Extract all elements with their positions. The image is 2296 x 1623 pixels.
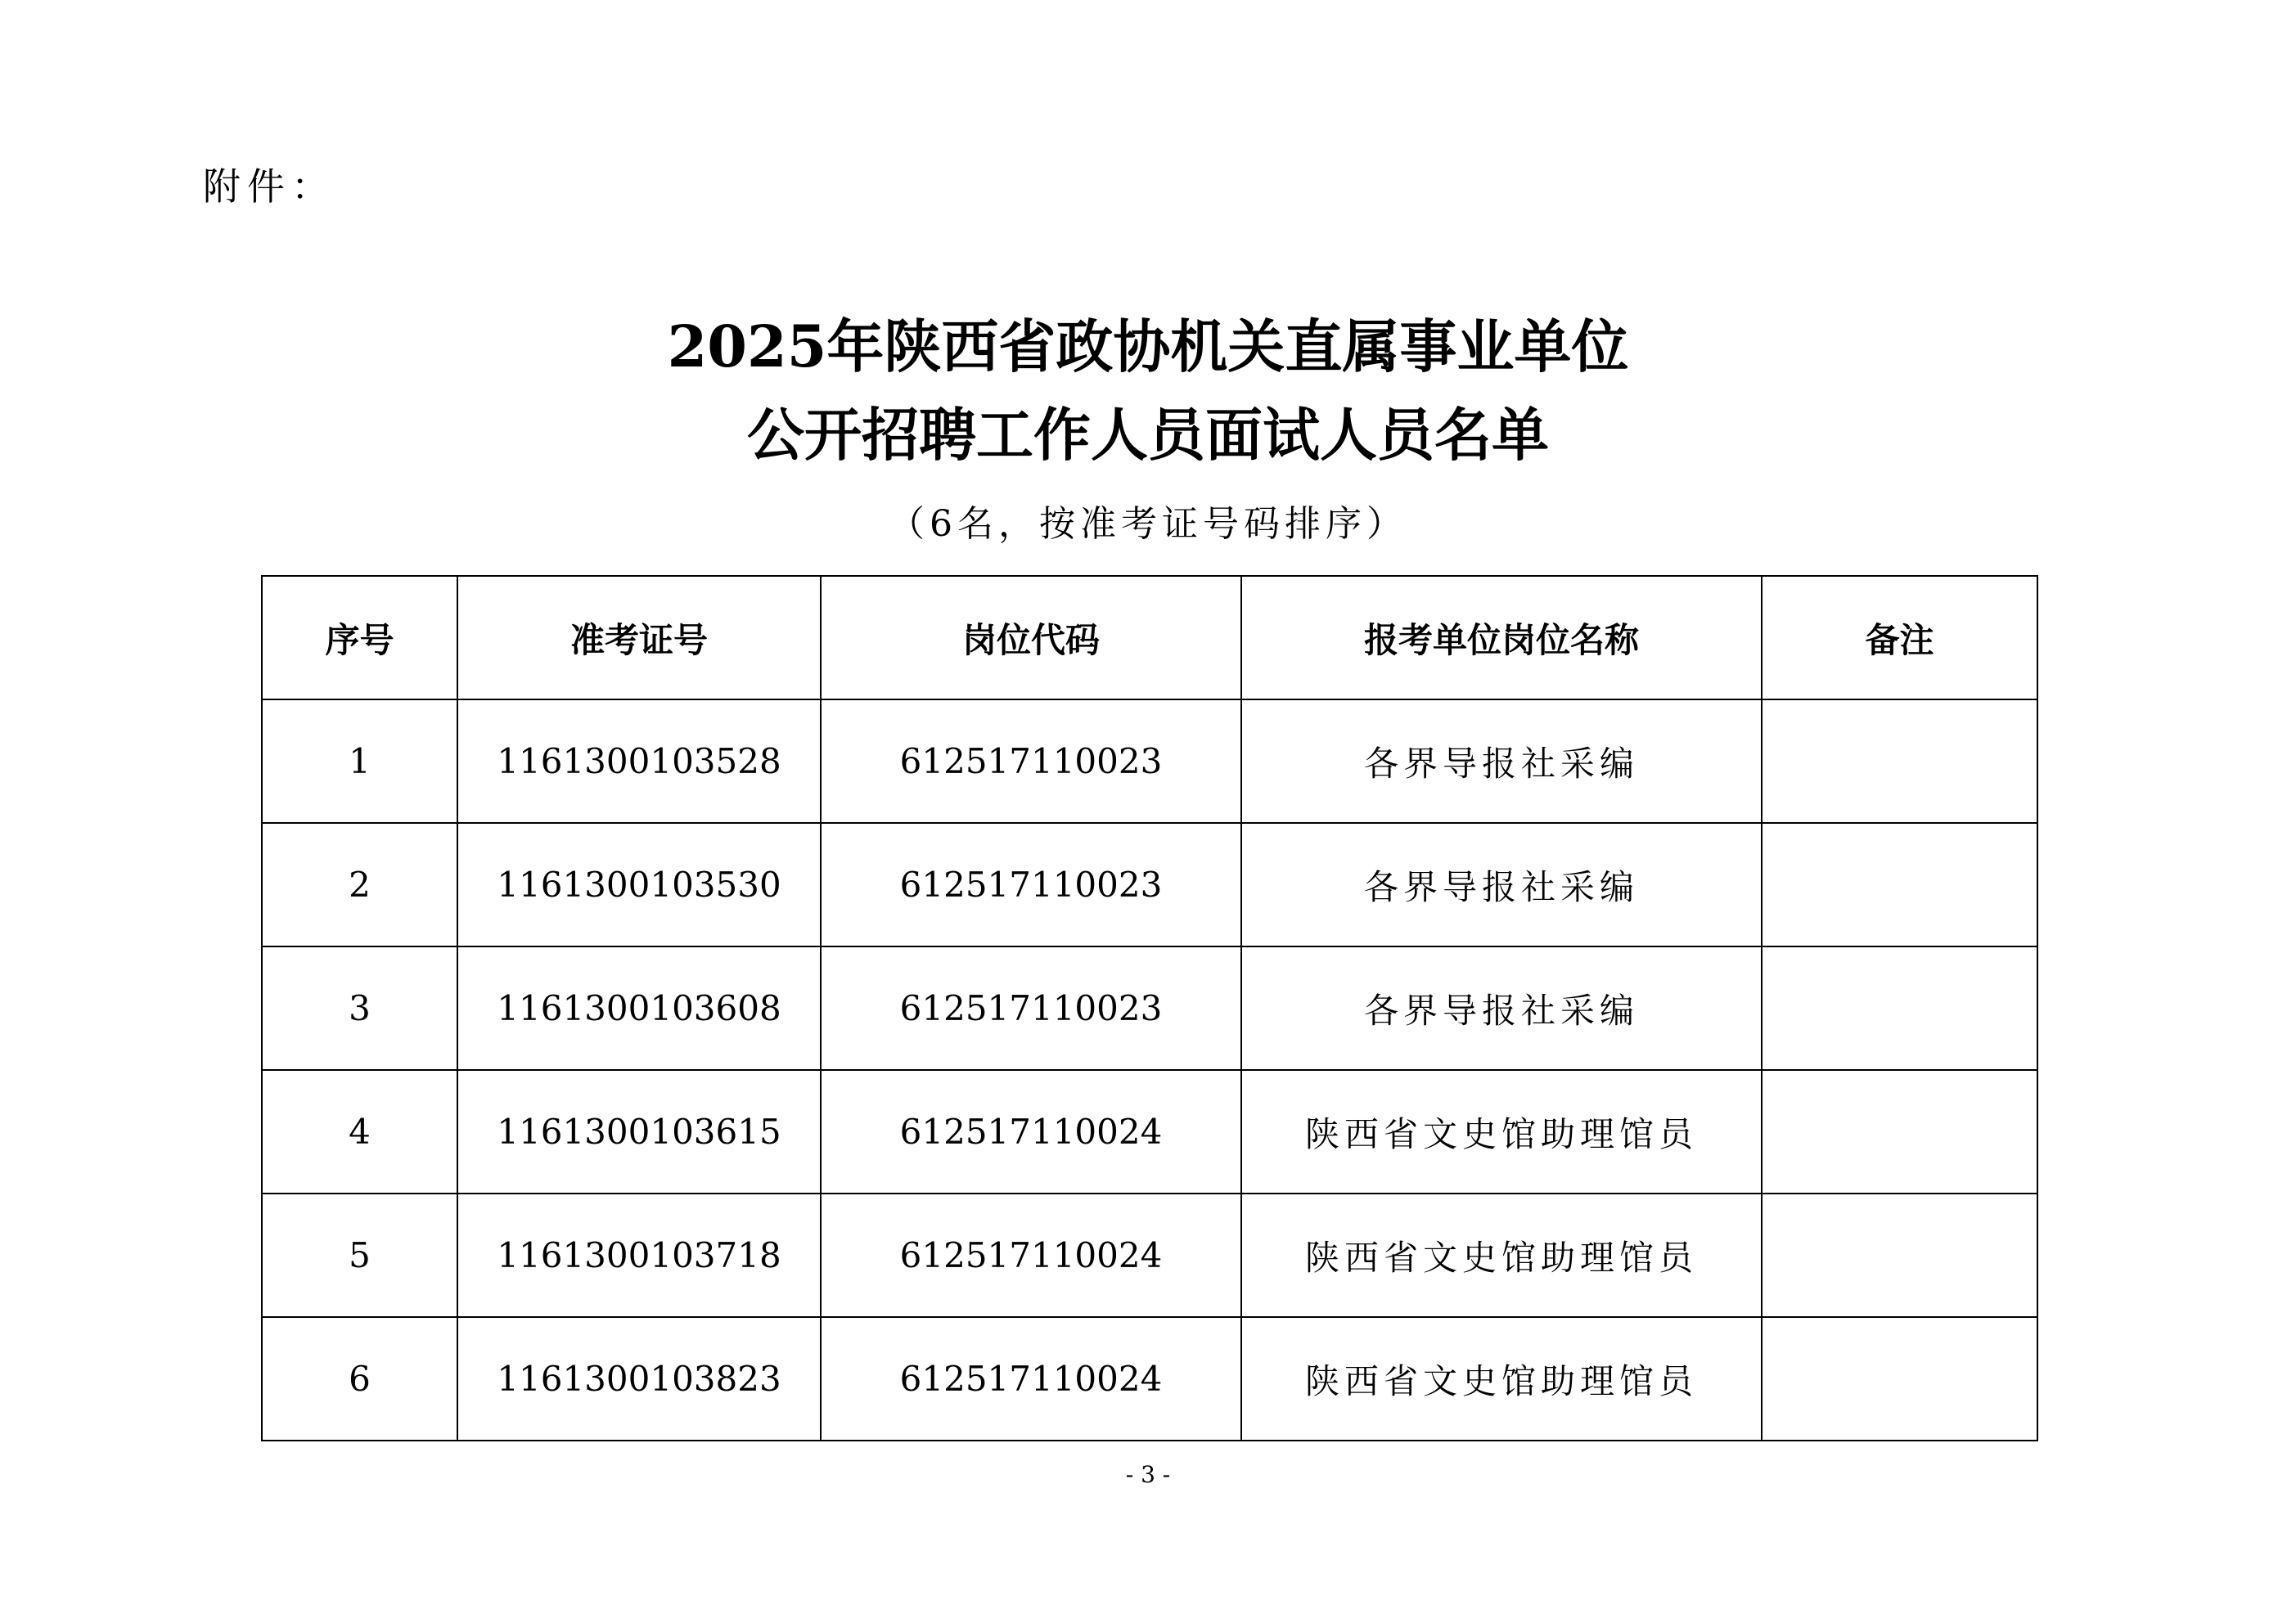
attachment-label: 附件： [203, 164, 335, 209]
cell-post-name: 各界导报社采编 [1241, 699, 1762, 823]
cell-exam-id: 1161300103718 [457, 1194, 821, 1317]
table-row [262, 699, 2037, 823]
cell-post-name: 陕西省文史馆助理馆员 [1241, 1194, 1762, 1317]
document-title-line2: 公开招聘工作人员面试人员名单 [747, 401, 1549, 469]
cell-exam-id: 1161300103823 [457, 1317, 821, 1441]
cell-remark [1762, 1194, 2037, 1317]
cell-exam-id: 1161300103615 [457, 1070, 821, 1194]
cell-no: 2 [262, 823, 457, 946]
document-title-line1: 2025年陕西省政协机关直属事业单位 [667, 312, 1629, 380]
cell-remark [1762, 1070, 2037, 1194]
interview-list-table [261, 575, 2038, 1441]
header-no: 序号 [262, 576, 457, 699]
table-header-row [262, 576, 2037, 699]
table-row [262, 1194, 2037, 1317]
cell-post-code: 612517110023 [821, 946, 1241, 1070]
table-row [262, 1070, 2037, 1194]
table-row [262, 823, 2037, 946]
cell-exam-id: 1161300103530 [457, 823, 821, 946]
page-number: - 3 - [1125, 1461, 1171, 1488]
cell-remark [1762, 946, 2037, 1070]
cell-post-code: 612517110024 [821, 1070, 1241, 1194]
table-row [262, 1317, 2037, 1441]
cell-no: 5 [262, 1194, 457, 1317]
cell-remark [1762, 699, 2037, 823]
cell-no: 4 [262, 1070, 457, 1194]
cell-post-code: 612517110023 [821, 823, 1241, 946]
cell-post-name: 各界导报社采编 [1241, 823, 1762, 946]
cell-remark [1762, 823, 2037, 946]
cell-post-name: 陕西省文史馆助理馆员 [1241, 1317, 1762, 1441]
cell-no: 6 [262, 1317, 457, 1441]
cell-post-name: 陕西省文史馆助理馆员 [1241, 1070, 1762, 1194]
header-exam-id: 准考证号 [457, 576, 821, 699]
cell-exam-id: 1161300103528 [457, 699, 821, 823]
header-post-name: 报考单位岗位名称 [1241, 576, 1762, 699]
cell-post-code: 612517110024 [821, 1317, 1241, 1441]
cell-exam-id: 1161300103608 [457, 946, 821, 1070]
document-subtitle: （6名，按准考证号码排序） [889, 503, 1407, 545]
table-row [262, 946, 2037, 1070]
cell-post-code: 612517110024 [821, 1194, 1241, 1317]
cell-no: 3 [262, 946, 457, 1070]
cell-post-code: 612517110023 [821, 699, 1241, 823]
cell-remark [1762, 1317, 2037, 1441]
header-post-code: 岗位代码 [821, 576, 1241, 699]
cell-post-name: 各界导报社采编 [1241, 946, 1762, 1070]
header-remark: 备注 [1762, 576, 2037, 699]
cell-no: 1 [262, 699, 457, 823]
